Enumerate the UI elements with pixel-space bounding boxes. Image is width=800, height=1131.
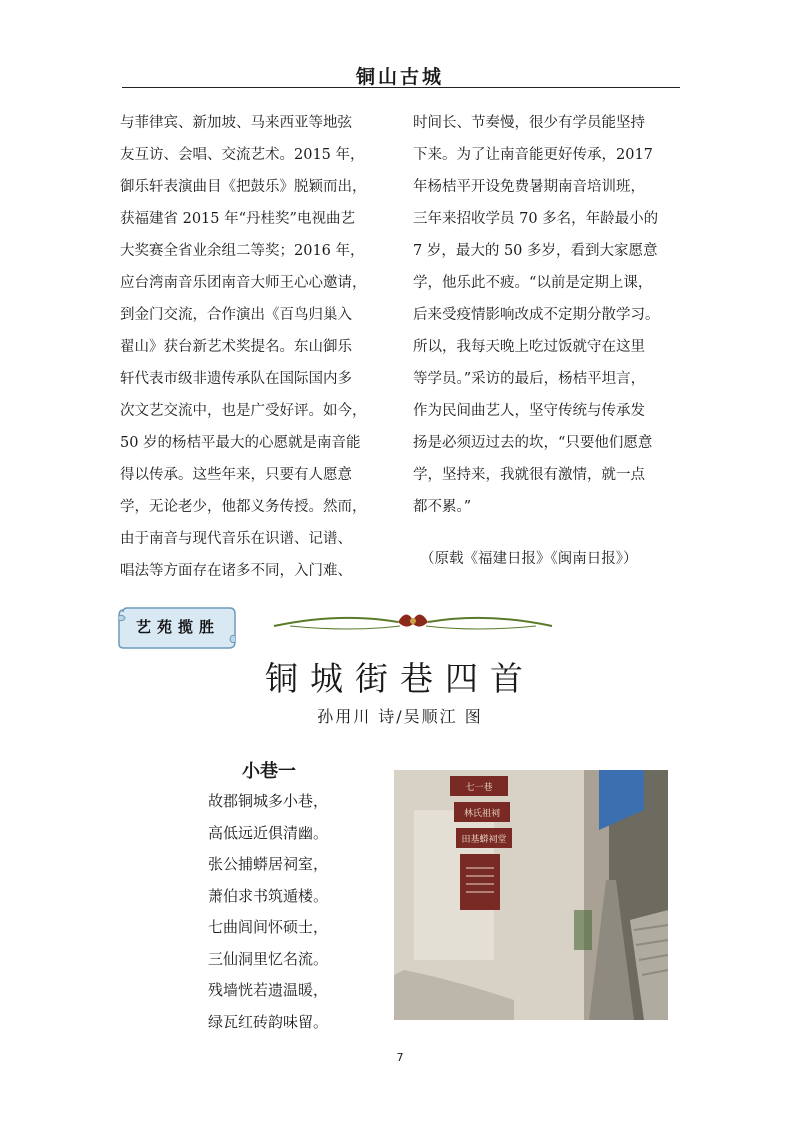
article-line: 应台湾南音乐团南音大师王心心邀请， [120,275,367,291]
article-line: 友互访、会唱、交流艺术。2015 年， [120,147,365,163]
poem-lines [208,786,378,1038]
article-line: 50 岁的杨桔平最大的心愿就是南音能 [120,435,361,451]
article-line: 得以传承。这些年来，只要有人愿意 [120,467,352,483]
article-line: 下来。为了让南音能更好传承，2017 [413,147,653,163]
article-column-right [413,107,681,523]
article-line: 等学员。”采访的最后，杨桔平坦言， [413,371,646,387]
article-line: 次文艺交流中，也是广受好评。如今， [120,403,367,419]
article-line: 轩代表市级非遗传承队在国际国内多 [120,371,352,387]
article-line: 后来受疫情影响改成不定期分散学习。 [413,307,660,323]
article-line: 学，坚持来，我就很有激情，就一点 [413,467,645,483]
poem-line: 七曲闾间怀硕士， [208,918,329,936]
article-line: 扬是必须迈过去的坎，“只要他们愿意 [413,435,653,451]
article-line: 学，他乐此不疲。“以前是定期上课， [413,275,653,291]
article-line: 御乐轩表演曲目《把鼓乐》脱颖而出， [120,179,367,195]
poem-title: 铜城街巷四首 [265,659,535,698]
article-line: 到金门交流，合作演出《百鸟归巢入 [120,307,352,323]
article-line: 三年来招收学员 70 多名，年龄最小的 [413,211,659,227]
article-line: 翟山》获台新艺术奖提名。东山御乐 [120,339,352,355]
article-line: 学，无论老少，他都义务传授。然而， [120,499,367,515]
poem-line: 绿瓦红砖韵味留。 [208,1012,329,1031]
poem-line: 残墙恍若遗温暖， [208,981,329,999]
poem-line: 三仙洞里忆名流。 [208,949,329,968]
article-line: 年杨桔平开设免费暑期南音培训班， [413,179,645,195]
alley-photo-illustration [394,770,668,1020]
sign-text: 田基蟒祠堂 [461,835,507,845]
article-line: 大奖赛全省业余组二等奖；2016 年， [120,243,365,259]
section-tag-label: 艺苑揽胜 [135,618,220,636]
page-number: 7 [396,1051,404,1064]
article-line: 作为民间曲艺人，坚守传统与传承发 [413,403,645,419]
source-note: （原载《福建日报》《闽南日报》） [420,551,638,567]
sign-text: 七一巷 [465,783,493,793]
ornament-divider-icon [270,604,556,638]
section-scroll-tag [117,604,239,650]
poem-subtitle: 小巷一 [242,761,296,782]
running-header-title: 铜山古城 [355,66,444,88]
article-line: 时间长、节奏慢，很少有学员能坚持 [413,115,645,131]
poem-line: 萧伯求书筑遁楼。 [208,886,329,905]
article-line: 获福建省 2015 年“丹桂奖”电视曲艺 [120,211,355,227]
article-line: 都不累。” [413,499,472,515]
article-line: 与菲律宾、新加坡、马来西亚等地弦 [120,115,352,131]
poem-line: 故郡铜城多小巷， [208,792,329,810]
poem-line: 张公捕蟒居祠室， [208,855,329,873]
article-column-left [120,107,388,587]
sign-text: 林氏祖祠 [463,809,501,819]
article-line: 由于南音与现代音乐在识谱、记谱、 [120,531,352,547]
header-rule [122,87,680,88]
article-line: 所以，我每天晚上吃过饭就守在这里 [413,339,645,355]
alley-photo [394,770,668,1020]
poem-credit: 孙用川 诗/吴顺江 图 [317,707,483,726]
article-line: 唱法等方面存在诸多不同，入门难、 [120,563,352,579]
poem-line: 高低远近俱清幽。 [208,823,329,842]
article-line: 7 岁，最大的 50 多岁，看到大家愿意 [413,243,658,259]
